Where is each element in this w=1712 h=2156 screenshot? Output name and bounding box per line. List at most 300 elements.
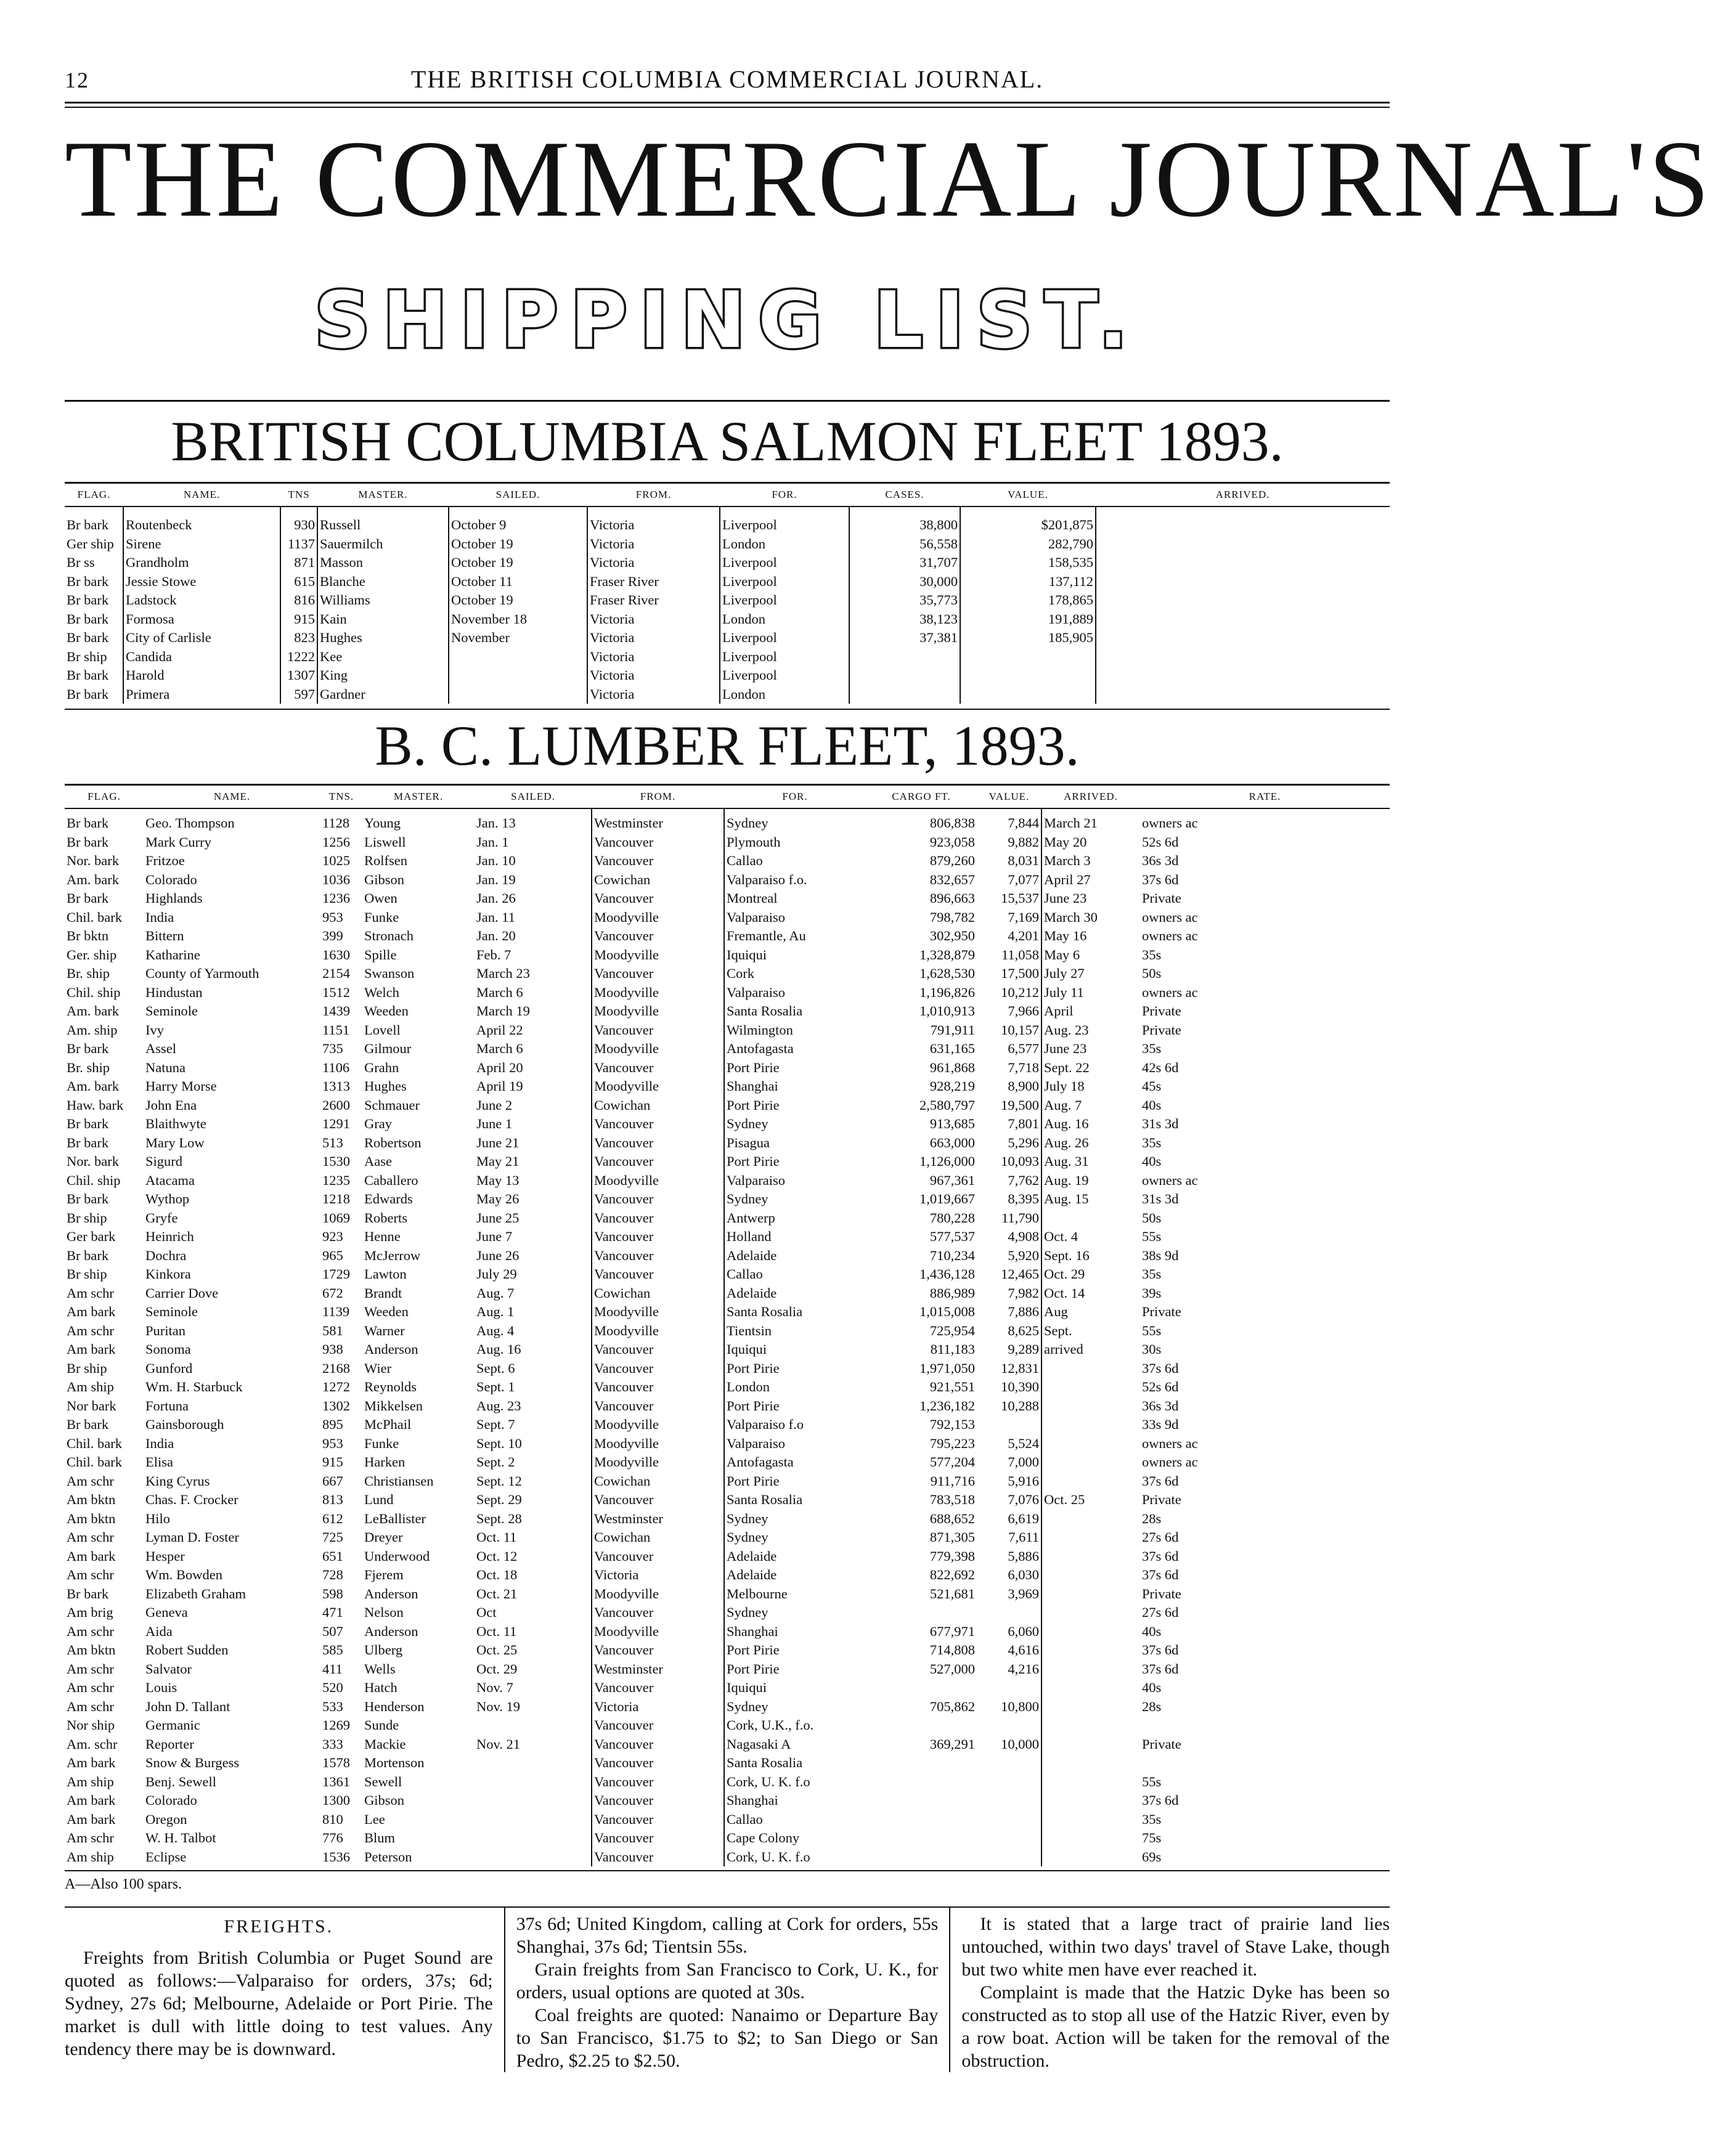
table-cell: Wells <box>364 1661 396 1677</box>
table-cell: 37s 6d <box>1142 1548 1179 1564</box>
table-cell: 7,611 <box>1008 1529 1039 1545</box>
table-cell: Vancouver <box>592 1641 724 1660</box>
table-cell: Am bark <box>67 1548 116 1564</box>
table-cell: Russell <box>317 506 449 535</box>
table-row <box>65 628 1390 648</box>
table-cell: Roberts <box>364 1210 407 1226</box>
table-cell: Hughes <box>317 628 449 648</box>
table-cell: Primera <box>123 685 280 704</box>
table-cell: 33s 9d <box>1142 1417 1179 1432</box>
table-cell: 725 <box>322 1529 343 1545</box>
table-cell: Valparaiso <box>724 1171 866 1190</box>
table-cell: Fraser River <box>587 572 720 592</box>
table-cell: 1578 <box>322 1755 350 1770</box>
table-cell: October 19 <box>449 535 587 554</box>
table-row <box>65 983 1390 1003</box>
table-cell: 30s <box>1142 1341 1162 1357</box>
table-cell: Nov. 7 <box>476 1680 513 1695</box>
table-cell: Sonoma <box>145 1341 191 1357</box>
table-cell: Am schr <box>67 1285 114 1301</box>
table-cell: Weeden <box>364 1304 409 1319</box>
table-cell: Aug. 26 <box>1041 1134 1140 1153</box>
table-cell: Sept. 22 <box>1041 1059 1140 1078</box>
table-cell: 17,500 <box>1001 966 1039 981</box>
table-cell: 5,524 <box>1008 1435 1039 1451</box>
table-row <box>65 1434 1390 1454</box>
table-row <box>65 1810 1390 1829</box>
table-cell: 55s <box>1142 1229 1162 1244</box>
table-cell: Sept. 10 <box>476 1435 522 1451</box>
table-cell: 1128 <box>322 815 350 831</box>
table-cell: Santa Rosalia <box>724 1754 866 1773</box>
table-row <box>65 1322 1390 1341</box>
table-cell: 8,900 <box>1008 1078 1039 1094</box>
table-cell: Aug. 23 <box>476 1397 521 1414</box>
table-cell: 38,123 <box>849 610 960 629</box>
table-cell: Chil. ship <box>67 984 121 1000</box>
table-cell: 521,681 <box>929 1585 975 1601</box>
table-cell: 35s <box>1142 1041 1162 1056</box>
table-cell <box>977 1829 1041 1848</box>
table-cell: Br bark <box>67 1585 109 1601</box>
table-row <box>65 1397 1390 1416</box>
table-cell: owners ac <box>1142 909 1198 925</box>
table-cell: 806,838 <box>929 815 975 831</box>
table-cell: Vancouver <box>592 1209 724 1228</box>
table-cell: 5,920 <box>1008 1247 1039 1263</box>
table-cell <box>866 1791 977 1810</box>
table-cell: Vancouver <box>592 1547 724 1566</box>
table-cell: Vancouver <box>592 927 724 946</box>
table-cell: Jan. 20 <box>476 928 516 943</box>
table-cell: Aug. 31 <box>1041 1152 1140 1171</box>
table-cell: Hilo <box>145 1510 171 1526</box>
table-cell: 1218 <box>322 1191 350 1206</box>
table-cell: 40s <box>1142 1153 1162 1169</box>
table-cell: 10,000 <box>1001 1736 1039 1752</box>
table-cell: Nov. 19 <box>476 1698 521 1714</box>
table-cell: Seminole <box>145 1304 198 1319</box>
table-row <box>65 1848 1390 1867</box>
lumber-column-header: TNS. <box>320 785 362 809</box>
table-cell: 7,801 <box>1008 1116 1039 1131</box>
table-cell: 896,663 <box>929 890 975 906</box>
table-cell <box>1041 1566 1140 1585</box>
table-cell: Funke <box>364 1435 399 1451</box>
table-cell: 40s <box>1142 1623 1162 1639</box>
table-cell: 42s 6d <box>1142 1059 1179 1075</box>
table-cell: May 20 <box>1041 833 1140 852</box>
table-cell: May 21 <box>476 1153 520 1169</box>
table-cell: 4,908 <box>1008 1229 1039 1244</box>
table-cell: 75s <box>1142 1830 1162 1845</box>
table-cell: Port Pirie <box>724 1397 866 1416</box>
table-cell: Br. ship <box>67 966 110 981</box>
table-row <box>65 1829 1390 1848</box>
table-row <box>65 1622 1390 1641</box>
table-cell: Sept. 2 <box>476 1454 515 1470</box>
table-cell: Tientsin <box>724 1322 866 1341</box>
freights-continued: 37s 6d; United Kingdom, calling at Cork for orders, 55s Shanghai, 37s 6d; Tientsin 55s. <box>516 1914 939 1957</box>
table-cell: March 6 <box>476 984 523 1000</box>
table-cell: 585 <box>322 1642 343 1658</box>
table-cell: Vancouver <box>592 1190 724 1209</box>
table-cell: Am bark <box>67 1341 116 1357</box>
table-cell: Am. bark <box>67 871 119 887</box>
table-cell: Oct. 25 <box>1041 1491 1140 1510</box>
table-cell: 36s 3d <box>1142 1397 1179 1414</box>
table-cell <box>1041 1415 1140 1434</box>
table-cell: 915 <box>280 610 317 629</box>
table-cell: 1439 <box>322 1003 350 1019</box>
table-cell: 2600 <box>322 1097 350 1113</box>
table-cell: Santa Rosalia <box>724 1491 866 1510</box>
table-cell: Henderson <box>364 1698 425 1714</box>
table-cell: 5,916 <box>1008 1473 1039 1489</box>
table-cell: Nov. 21 <box>476 1736 521 1752</box>
table-row <box>65 1002 1390 1021</box>
table-cell: Victoria <box>587 535 720 554</box>
table-cell: Germanic <box>145 1717 200 1733</box>
table-row <box>65 1641 1390 1660</box>
table-cell: June 21 <box>476 1134 520 1150</box>
table-cell: 915 <box>322 1454 343 1470</box>
table-cell: Mortenson <box>364 1755 425 1770</box>
table-cell: October 19 <box>449 553 587 572</box>
table-cell: Vancouver <box>592 1397 724 1416</box>
table-cell: Vancouver <box>592 1247 724 1266</box>
table-cell: Am bktn <box>67 1642 116 1658</box>
table-cell: Vancouver <box>592 889 724 908</box>
table-cell: 677,971 <box>929 1623 975 1639</box>
table-cell: 816 <box>280 591 317 610</box>
table-cell: Am schr <box>67 1567 114 1582</box>
table-cell: Liverpool <box>720 553 849 572</box>
table-cell: Nagasaki A <box>724 1735 866 1754</box>
salmon-column-header: FROM. <box>587 483 720 507</box>
table-cell <box>1140 1716 1390 1735</box>
table-cell: 923,058 <box>929 834 975 850</box>
table-cell <box>977 1754 1041 1773</box>
table-cell: 411 <box>322 1661 343 1677</box>
table-cell: Formosa <box>123 610 280 629</box>
table-cell: Cape Colony <box>724 1829 866 1848</box>
table-cell: Br bark <box>67 1247 109 1263</box>
table-cell <box>449 648 587 667</box>
table-cell: Holland <box>724 1227 866 1247</box>
journal-title: THE BRITISH COLUMBIA COMMERCIAL JOURNAL. <box>410 65 1044 93</box>
table-cell: Westminster <box>592 808 724 833</box>
table-cell: Aug. 4 <box>476 1322 515 1338</box>
table-cell <box>866 1810 977 1829</box>
table-cell: 7,077 <box>1008 871 1039 887</box>
table-cell: 37s 6d <box>1142 1661 1179 1677</box>
table-cell: Oct. 18 <box>476 1567 518 1582</box>
table-cell: 776 <box>322 1830 343 1845</box>
table-cell: Young <box>364 815 401 831</box>
table-cell: 30,000 <box>849 572 960 592</box>
table-cell: Am schr <box>67 1623 114 1639</box>
table-cell: Wm. H. Starbuck <box>145 1379 243 1394</box>
table-cell: 1729 <box>322 1266 350 1282</box>
table-cell: Jan. 13 <box>476 815 516 831</box>
table-cell: 31s 3d <box>1142 1191 1179 1206</box>
table-cell: Vancouver <box>592 1829 724 1848</box>
lumber-column-header: MASTER. <box>362 785 475 809</box>
lumber-column-header: ARRIVED. <box>1041 785 1140 809</box>
table-cell: owners ac <box>1142 815 1198 831</box>
table-cell: 7,762 <box>1008 1172 1039 1188</box>
lumber-column-header: FOR. <box>724 785 866 809</box>
table-cell: Valparaiso <box>724 983 866 1003</box>
table-cell: 913,685 <box>929 1116 975 1131</box>
table-row <box>65 946 1390 965</box>
table-cell: Colorado <box>145 871 197 887</box>
table-cell: Liverpool <box>720 506 849 535</box>
table-row <box>65 1171 1390 1190</box>
table-cell: 471 <box>322 1605 343 1620</box>
table-cell: Oct. 14 <box>1041 1284 1140 1303</box>
table-cell: Br bktn <box>67 928 109 943</box>
table-cell: 792,153 <box>929 1417 975 1432</box>
table-cell: Sept. 7 <box>476 1417 515 1432</box>
table-cell: Aug. 23 <box>1041 1021 1140 1040</box>
table-cell <box>1096 553 1390 572</box>
table-row <box>65 871 1390 890</box>
table-cell: 37s 6d <box>1142 1642 1179 1658</box>
table-cell: October 19 <box>449 591 587 610</box>
table-cell: Iquiqui <box>724 1340 866 1359</box>
table-cell: 832,657 <box>929 871 975 887</box>
table-cell: 4,616 <box>1008 1642 1039 1658</box>
table-cell: Vancouver <box>592 1678 724 1698</box>
table-row <box>65 666 1390 685</box>
table-cell: Williams <box>317 591 449 610</box>
table-cell <box>1041 1378 1140 1397</box>
table-cell: Wythop <box>145 1191 190 1206</box>
table-cell: 895 <box>322 1417 343 1432</box>
table-cell: Private <box>1142 1304 1181 1319</box>
table-cell: Gilmour <box>364 1041 412 1056</box>
table-cell: 6,619 <box>1008 1510 1039 1526</box>
table-cell: 369,291 <box>929 1736 975 1752</box>
table-cell: 961,868 <box>929 1059 975 1075</box>
table-cell: 577,204 <box>929 1454 975 1470</box>
table-cell: Antofagasta <box>724 1453 866 1472</box>
table-row <box>65 1227 1390 1247</box>
table-cell: Gardner <box>317 685 449 704</box>
table-row <box>65 1039 1390 1059</box>
table-cell: Br. ship <box>67 1059 110 1075</box>
table-cell: 513 <box>322 1134 343 1150</box>
table-cell: Mary Low <box>145 1134 205 1150</box>
table-cell: Louis <box>145 1680 177 1695</box>
table-cell: Victoria <box>587 553 720 572</box>
table-cell: 37s 6d <box>1142 1473 1179 1489</box>
table-cell: Ger. ship <box>67 946 117 962</box>
table-cell: Br ss <box>67 555 95 570</box>
table-cell: June 25 <box>476 1210 520 1226</box>
table-cell: 813 <box>322 1492 343 1507</box>
table-cell <box>1041 1603 1140 1622</box>
table-cell: Routenbeck <box>123 506 280 535</box>
table-cell: 527,000 <box>929 1661 975 1677</box>
table-cell: Sept. <box>1041 1322 1140 1341</box>
table-cell: 10,157 <box>1001 1022 1039 1038</box>
table-cell: 735 <box>322 1041 343 1056</box>
table-cell: Weeden <box>364 1003 409 1019</box>
table-cell: Blum <box>364 1830 396 1845</box>
table-cell <box>1041 1735 1140 1754</box>
table-cell <box>1041 1716 1140 1735</box>
table-cell: 11,790 <box>1001 1210 1039 1226</box>
table-cell: Cork, U.K., f.o. <box>724 1716 866 1735</box>
table-cell: Valparaiso f.o <box>724 1415 866 1434</box>
table-cell: Vancouver <box>592 1603 724 1622</box>
table-cell: Am bktn <box>67 1492 116 1507</box>
table-cell: 886,989 <box>929 1285 975 1301</box>
table-cell: owners ac <box>1142 1435 1198 1451</box>
table-cell <box>977 1678 1041 1698</box>
table-cell: Feb. 7 <box>476 946 512 962</box>
table-cell: Aug. 15 <box>1041 1190 1140 1209</box>
salmon-column-header: SAILED. <box>449 483 587 507</box>
table-cell <box>1041 1678 1140 1698</box>
table-cell: 1236 <box>322 890 350 906</box>
table-cell: Vancouver <box>592 1791 724 1810</box>
table-cell: owners ac <box>1142 984 1198 1000</box>
table-cell: Br ship <box>67 1210 107 1226</box>
table-cell: Sydney <box>724 1115 866 1134</box>
table-cell: Am brig <box>67 1605 113 1620</box>
table-cell <box>1041 1810 1140 1829</box>
main-title: THE COMMERCIAL JOURNAL'S <box>65 118 1712 240</box>
table-cell: W. H. Talbot <box>145 1830 216 1845</box>
table-cell: 1137 <box>280 535 317 554</box>
table-cell: Cork, U. K. f.o <box>724 1848 866 1867</box>
table-cell: Fjerem <box>364 1567 404 1582</box>
table-cell: 35s <box>1142 946 1162 962</box>
lumber-column-header: RATE. <box>1140 785 1390 809</box>
table-row <box>65 1077 1390 1096</box>
table-cell: 7,000 <box>1008 1454 1039 1470</box>
table-cell: 10,093 <box>1001 1153 1039 1169</box>
table-cell: 1222 <box>280 648 317 667</box>
table-cell: Liverpool <box>720 628 849 648</box>
table-cell: 52s 6d <box>1142 1379 1179 1394</box>
table-cell: Am schr <box>67 1473 114 1489</box>
table-cell: 50s <box>1142 1210 1162 1226</box>
table-row <box>65 1472 1390 1491</box>
table-cell: India <box>145 909 174 925</box>
table-cell <box>960 666 1096 685</box>
table-cell: 1512 <box>322 984 350 1000</box>
table-cell: Underwood <box>364 1548 430 1564</box>
table-cell: 1069 <box>322 1210 350 1226</box>
table-row <box>65 648 1390 667</box>
table-cell: 651 <box>322 1548 343 1564</box>
table-row <box>65 1585 1390 1604</box>
table-cell: 158,535 <box>960 553 1096 572</box>
table-cell: 2154 <box>322 966 350 981</box>
table-cell <box>475 1754 592 1773</box>
table-cell: Melbourne <box>724 1585 866 1604</box>
table-cell: Mark Curry <box>145 834 211 850</box>
table-cell <box>1096 572 1390 592</box>
table-cell: Callao <box>724 1265 866 1284</box>
salmon-column-header: CASES. <box>849 483 960 507</box>
table-cell <box>1041 1434 1140 1454</box>
table-row <box>65 1059 1390 1078</box>
table-cell: owners ac <box>1142 1454 1198 1470</box>
table-cell <box>1041 1397 1140 1416</box>
table-cell: Vancouver <box>592 1735 724 1754</box>
table-cell: Private <box>1142 1022 1181 1038</box>
table-cell: Aug. 19 <box>1041 1171 1140 1190</box>
table-cell: Westminster <box>592 1510 724 1529</box>
table-cell: Chil. ship <box>67 1172 121 1188</box>
table-cell: Benj. Sewell <box>145 1773 216 1789</box>
salmon-column-header: ARRIVED. <box>1096 483 1390 507</box>
table-cell: 282,790 <box>960 535 1096 554</box>
table-cell <box>866 1773 977 1792</box>
table-cell: Br bark <box>67 573 109 589</box>
table-cell: Jan. 1 <box>476 834 509 850</box>
table-cell: 1307 <box>280 666 317 685</box>
table-cell: Port Pirie <box>724 1059 866 1078</box>
table-cell: 9,289 <box>1008 1341 1039 1357</box>
salmon-column-header: VALUE. <box>960 483 1096 507</box>
table-cell: 35s <box>1142 1134 1162 1150</box>
table-cell <box>866 1678 977 1698</box>
table-cell: arrived <box>1041 1340 1140 1359</box>
table-cell: Sirene <box>123 535 280 554</box>
table-cell: Liverpool <box>720 591 849 610</box>
table-cell: Lovell <box>364 1022 401 1038</box>
table-cell: Fraser River <box>587 591 720 610</box>
table-row <box>65 1415 1390 1434</box>
table-cell: Vancouver <box>592 1359 724 1378</box>
table-cell: May 13 <box>476 1172 520 1188</box>
table-cell: 953 <box>322 909 343 925</box>
table-cell: Masson <box>317 553 449 572</box>
table-cell: Br bark <box>67 592 109 608</box>
table-cell: Aug. 7 <box>476 1285 515 1301</box>
table-cell: Wm. Bowden <box>145 1567 222 1582</box>
table-cell <box>1096 535 1390 554</box>
table-cell: November 18 <box>449 610 587 629</box>
table-cell: Am bktn <box>67 1510 116 1526</box>
table-cell: 55s <box>1142 1322 1162 1338</box>
table-cell: Victoria <box>592 1698 724 1717</box>
table-cell: owners ac <box>1142 1172 1198 1188</box>
table-cell: 28s <box>1142 1698 1162 1714</box>
table-cell: Sydney <box>724 1190 866 1209</box>
table-row <box>65 1735 1390 1754</box>
table-cell: Sigurd <box>145 1153 183 1169</box>
table-row <box>65 908 1390 927</box>
table-cell: 1291 <box>322 1116 350 1131</box>
table-cell <box>1041 1848 1140 1867</box>
table-row <box>65 1491 1390 1510</box>
table-cell: Br bark <box>67 667 109 683</box>
table-cell: March 21 <box>1041 808 1140 833</box>
coal-freights: Coal freights are quoted: Nanaimo or Departure Bay to San Francisco, $1.75 to $2; to San Diego or San Pedro, $2.25 to $2.50. <box>516 2005 939 2071</box>
table-cell <box>977 1603 1041 1622</box>
table-cell: 38,800 <box>849 506 960 535</box>
table-cell: October 11 <box>449 572 587 592</box>
table-cell <box>1096 685 1390 704</box>
